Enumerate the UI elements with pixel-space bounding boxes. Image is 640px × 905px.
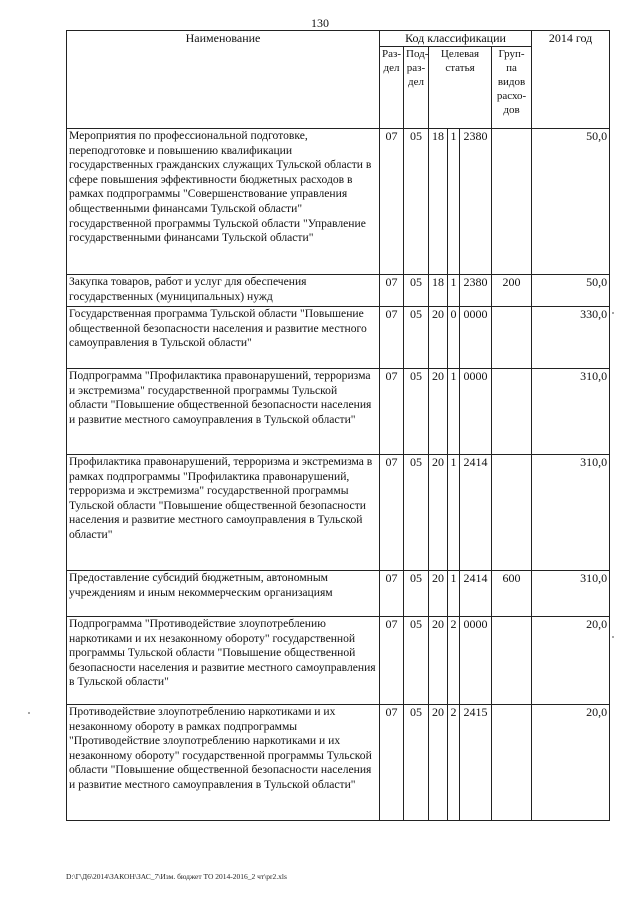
- header-name: Наименование: [67, 31, 380, 129]
- header-group: Груп-па видов расхо-дов: [492, 47, 532, 129]
- row-name: Подпрограмма "Профилактика правонарушений, терроризма и экстремизма" государственной программы Тульской области "Повышение общественной безопасности населения и развитие местного самоуправления в Тульской области": [67, 369, 380, 455]
- table-row: [67, 705, 610, 821]
- row-expense-group: [492, 705, 532, 821]
- row-subsection: 05: [404, 129, 429, 275]
- header-year: 2014 год: [532, 31, 610, 129]
- row-target-subprogram: 1: [448, 129, 460, 275]
- scan-speck: [612, 312, 614, 314]
- header-code: Код классификации: [380, 31, 532, 47]
- row-target-item: 0000: [460, 369, 492, 455]
- row-expense-group: [492, 369, 532, 455]
- table-body: [67, 129, 610, 821]
- row-target-item: 0000: [460, 617, 492, 705]
- row-name: Мероприятия по профессиональной подготовке, переподготовке и повышению квалификации государственных гражданских служащих Тульской области в сфере повышения эффективности бюджетных расходов в рамках подпрограммы "Совершенствование управления общественными финансами Тульской области" государственной программы Тульской области "Управление государственными финансами Тульской области": [67, 129, 380, 275]
- row-subsection: 05: [404, 617, 429, 705]
- row-target-item: 2414: [460, 571, 492, 617]
- table-row: [67, 369, 610, 455]
- table-row: [67, 617, 610, 705]
- row-target-program: 20: [429, 307, 448, 369]
- row-subsection: 05: [404, 307, 429, 369]
- row-subsection: 05: [404, 571, 429, 617]
- scan-speck: [612, 636, 614, 638]
- row-target-subprogram: 2: [448, 705, 460, 821]
- table-row: [67, 571, 610, 617]
- table-row: [67, 455, 610, 571]
- row-target-item: 2380: [460, 129, 492, 275]
- table-row: [67, 129, 610, 275]
- row-target-program: 20: [429, 455, 448, 571]
- row-section: 07: [380, 705, 404, 821]
- row-target-program: 18: [429, 129, 448, 275]
- row-amount: 310,0: [532, 571, 610, 617]
- row-target-item: 2414: [460, 455, 492, 571]
- row-section: 07: [380, 129, 404, 275]
- page-number: 130: [311, 16, 329, 30]
- row-target-program: 20: [429, 369, 448, 455]
- row-name: Противодействие злоупотреблению наркотиками и их незаконному обороту в рамках подпрограммы "Противодействие злоупотреблению наркотиками и их незаконному обороту" государственной программы Тульской области "Повышение общественной безопасности населения и развитие местного самоуправления в Тульской области": [67, 705, 380, 821]
- row-target-item: 2380: [460, 275, 492, 307]
- row-target-subprogram: 1: [448, 369, 460, 455]
- row-target-subprogram: 1: [448, 455, 460, 571]
- row-expense-group: [492, 307, 532, 369]
- row-name: Предоставление субсидий бюджетным, автономным учреждениям и иным некоммерческим организациям: [67, 571, 380, 617]
- row-target-program: 20: [429, 571, 448, 617]
- row-target-subprogram: 0: [448, 307, 460, 369]
- row-amount: 50,0: [532, 275, 610, 307]
- row-expense-group: [492, 455, 532, 571]
- row-target-program: 18: [429, 275, 448, 307]
- row-amount: 310,0: [532, 369, 610, 455]
- file-path-footer: D:\Г\Д6\2014\ЗАКОН\ЗАС_7\Изм. бюджет ТО 2014-2016_2 чт\pr2.xls: [66, 872, 287, 881]
- row-expense-group: 600: [492, 571, 532, 617]
- row-section: 07: [380, 307, 404, 369]
- row-amount: 310,0: [532, 455, 610, 571]
- table-row: [67, 307, 610, 369]
- row-section: 07: [380, 369, 404, 455]
- row-name: Профилактика правонарушений, терроризма и экстремизма в рамках подпрограммы "Профилактика правонарушений, терроризма и экстремизма" государственной программы Тульской области "Повышение общественной безопасности населения и развитие местного самоуправления в Тульской области": [67, 455, 380, 571]
- row-amount: 20,0: [532, 705, 610, 821]
- row-section: 07: [380, 617, 404, 705]
- header-subsection: Под-раз-дел: [404, 47, 429, 129]
- row-expense-group: [492, 617, 532, 705]
- row-amount: 330,0: [532, 307, 610, 369]
- scan-speck: [28, 712, 30, 714]
- row-section: 07: [380, 571, 404, 617]
- row-subsection: 05: [404, 705, 429, 821]
- row-target-subprogram: 1: [448, 571, 460, 617]
- header-target: Целевая статья: [429, 47, 492, 129]
- row-name: Государственная программа Тульской области "Повышение общественной безопасности населения и развитие местного самоуправления в Тульской области": [67, 307, 380, 369]
- row-target-program: 20: [429, 705, 448, 821]
- row-target-program: 20: [429, 617, 448, 705]
- row-subsection: 05: [404, 369, 429, 455]
- row-name: Закупка товаров, работ и услуг для обеспечения государственных (муниципальных) нужд: [67, 275, 380, 307]
- row-target-item: 0000: [460, 307, 492, 369]
- row-target-subprogram: 2: [448, 617, 460, 705]
- row-target-item: 2415: [460, 705, 492, 821]
- row-target-subprogram: 1: [448, 275, 460, 307]
- row-subsection: 05: [404, 455, 429, 571]
- row-section: 07: [380, 275, 404, 307]
- table-row: [67, 275, 610, 307]
- row-amount: 50,0: [532, 129, 610, 275]
- row-section: 07: [380, 455, 404, 571]
- row-expense-group: [492, 129, 532, 275]
- row-amount: 20,0: [532, 617, 610, 705]
- row-subsection: 05: [404, 275, 429, 307]
- row-expense-group: 200: [492, 275, 532, 307]
- budget-table: [66, 30, 610, 821]
- row-name: Подпрограмма "Противодействие злоупотреблению наркотиками и их незаконному обороту" государственной программы Тульской области "Повышение общественной безопасности населения и развитие местного самоуправления в Тульской области": [67, 617, 380, 705]
- header-section: Раз-дел: [380, 47, 404, 129]
